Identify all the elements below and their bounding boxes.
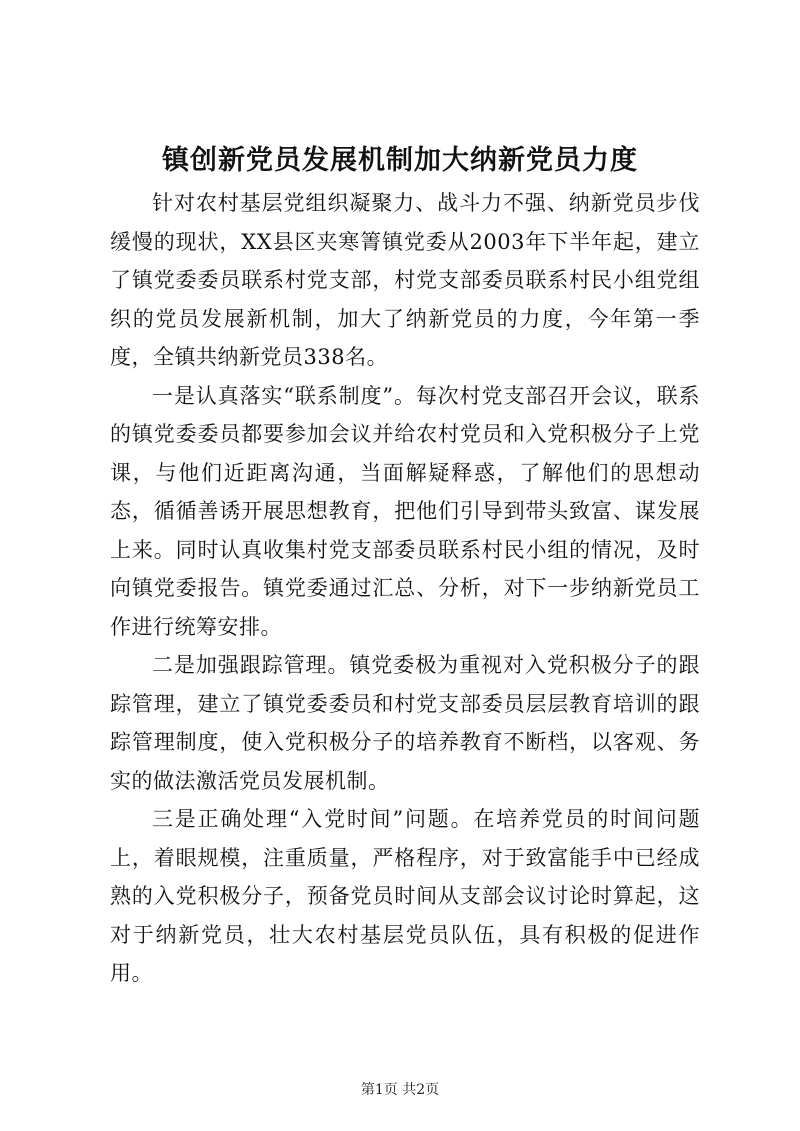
page-footer: 第1页 共2页 <box>360 1082 440 1098</box>
paragraph-point-one: 一是认真落实“联系制度”。每次村党支部召开会议，联系的镇党委委员都要参加会议并给农村党员和入党积极分子上党课，与他们近距离沟通，当面解疑释惑，了解他们的思想动态，循循善诱开展思想教育，把他们引导到带头致富、谋发展上来。同时认真收集村党支部委员联系村民小组的情况，及时向镇党委报告。镇党委通过汇总、分析，对下一步纳新党员工作进行统筹安排。 <box>110 383 700 639</box>
document-title: 镇创新党员发展机制加大纳新党员力度 <box>162 145 638 176</box>
paragraph-point-three: 三是正确处理“入党时间”问题。在培养党员的时间问题上，着眼规模，注重质量，严格程序，对于致富能手中已经成熟的入党积极分子，预备党员时间从支部会议讨论时算起，这对于纳新党员，壮大农村基层党员队伍，具有积极的促进作用。 <box>110 807 700 985</box>
paragraph-point-two: 二是加强跟踪管理。镇党委极为重视对入党积极分子的跟踪管理，建立了镇党委委员和村党支部委员层层教育培训的跟踪管理制度，使入党积极分子的培养教育不断档，以客观、务实的做法激活党员发展机制。 <box>110 653 700 793</box>
paragraph-intro: 针对农村基层党组织凝聚力、战斗力不强、纳新党员步伐缓慢的现状，XX县区夹寒箐镇党委从2003年下半年起，建立了镇党委委员联系村党支部，村党支部委员联系村民小组党组织的党员发展新机制，加大了纳新党员的力度，今年第一季度，全镇共纳新党员338名。 <box>110 191 700 369</box>
document-body <box>110 184 700 993</box>
